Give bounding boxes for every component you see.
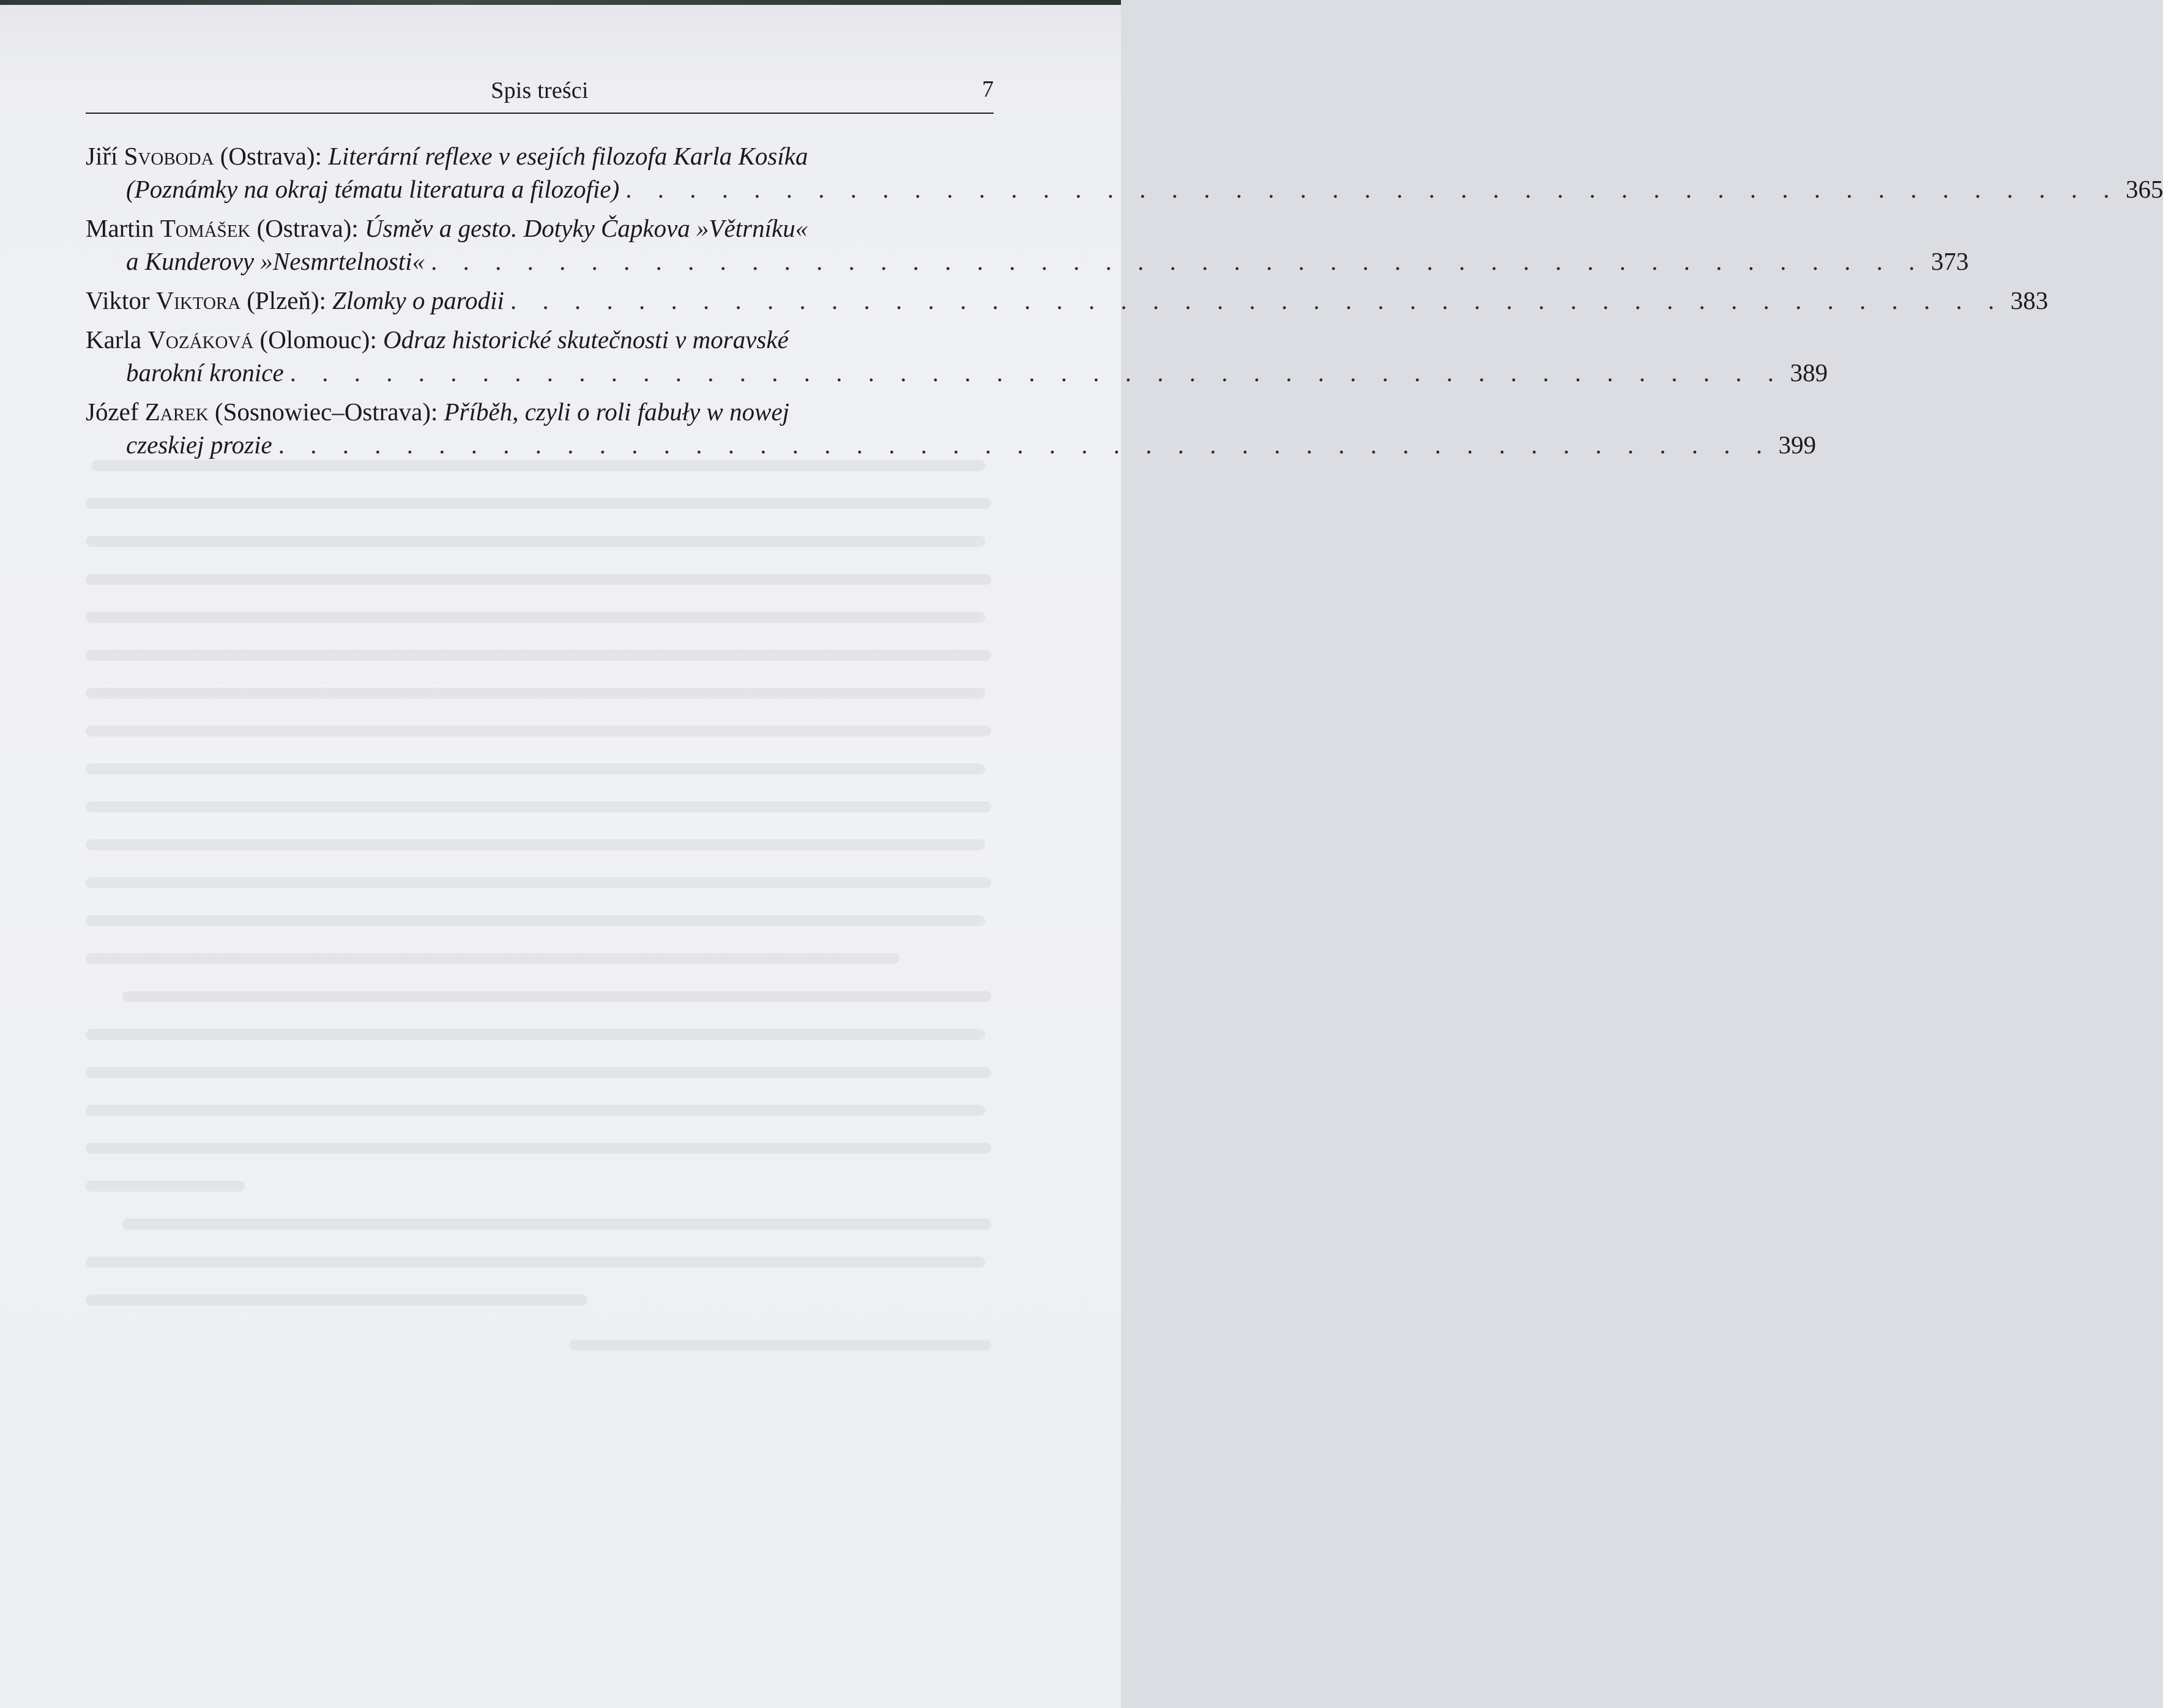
- author-last-name: Tomášek: [160, 214, 251, 242]
- page-number: 7: [982, 76, 994, 102]
- entry-title: Odraz historické skutečnosti v moravské: [383, 325, 789, 354]
- author-first-name: Martin: [86, 214, 154, 242]
- author-affiliation: (Olomouc):: [259, 325, 377, 354]
- page-top-edge: [0, 0, 1121, 5]
- toc-entry-last-line: [86, 428, 1816, 461]
- entry-title-continued: (Poznámky na okraj tématu literatura a filozofie): [126, 175, 620, 203]
- toc-entry-first-line: [86, 323, 999, 356]
- entry-title-continued: barokní kronice: [126, 358, 284, 387]
- entry-page-number: 365: [2125, 175, 2163, 203]
- author-affiliation: (Plzeň):: [247, 286, 327, 314]
- running-title: Spis treści: [491, 78, 589, 103]
- author-affiliation: (Ostrava):: [220, 142, 322, 170]
- toc-entry: [86, 284, 2049, 317]
- author-last-name: Viktora: [155, 286, 241, 314]
- toc-entry: [86, 212, 1969, 278]
- dot-leader: . . . . . . . . . . . . . . . . . . . . . . . . . . . . . . . . . . . . . . . . . . . . . . .: [289, 358, 1784, 387]
- dot-leader: . . . . . . . . . . . . . . . . . . . . . . . . . . . . . . . . . . . . . . . . . . . . . . .: [431, 247, 1925, 275]
- author-last-name: Zarek: [144, 398, 209, 426]
- toc-entry: [86, 139, 2163, 206]
- author-last-name: Vozáková: [147, 325, 254, 354]
- toc-entry-first-line: [86, 212, 999, 245]
- entry-title: Zlomky o parodii: [332, 286, 504, 314]
- entry-title-continued: czeskiej prozie: [126, 431, 272, 459]
- entry-title: Úsměv a gesto. Dotyky Čapkova »Větrníku«: [365, 214, 808, 242]
- dot-leader: . . . . . . . . . . . . . . . . . . . . . . . . . . . . . . . . . . . . . . . . . . . . . . .: [625, 175, 2120, 203]
- toc-entry-first-line: [86, 395, 999, 428]
- entry-title-continued: a Kunderovy »Nesmrtelnosti«: [126, 247, 425, 275]
- toc-entry: [86, 395, 1816, 461]
- author-first-name: Jiří: [86, 142, 118, 170]
- entry-page-number: 373: [1930, 247, 1969, 275]
- author-last-name: Svoboda: [124, 142, 214, 170]
- author-first-name: Viktor: [86, 286, 150, 314]
- toc-entry: [86, 323, 1828, 389]
- dot-leader: . . . . . . . . . . . . . . . . . . . . . . . . . . . . . . . . . . . . . . . . . . . . . . .: [510, 286, 2005, 314]
- entry-title: Příběh, czyli o roli fabuły w nowej: [444, 398, 790, 426]
- author-affiliation: (Sosnowiec–Ostrava):: [215, 398, 438, 426]
- toc-entry-last-line: [86, 356, 1828, 389]
- dot-leader: . . . . . . . . . . . . . . . . . . . . . . . . . . . . . . . . . . . . . . . . . . . . . . .: [278, 431, 1772, 459]
- author-first-name: Karla: [86, 325, 142, 354]
- entry-page-number: 389: [1790, 358, 1828, 387]
- entry-page-number: 383: [2010, 286, 2049, 314]
- toc-entry-first-line: [86, 284, 2049, 317]
- toc-entry-last-line: [86, 245, 1969, 278]
- entry-page-number: 399: [1778, 431, 1816, 459]
- entry-title: Literární reflexe v esejích filozofa Karla Kosíka: [328, 142, 808, 170]
- toc-entry-last-line: [86, 173, 2163, 206]
- author-affiliation: (Ostrava):: [256, 214, 359, 242]
- table-of-contents: [86, 139, 2163, 467]
- author-first-name: Józef: [86, 398, 139, 426]
- running-header: [86, 76, 994, 114]
- toc-entry-first-line: [86, 139, 999, 173]
